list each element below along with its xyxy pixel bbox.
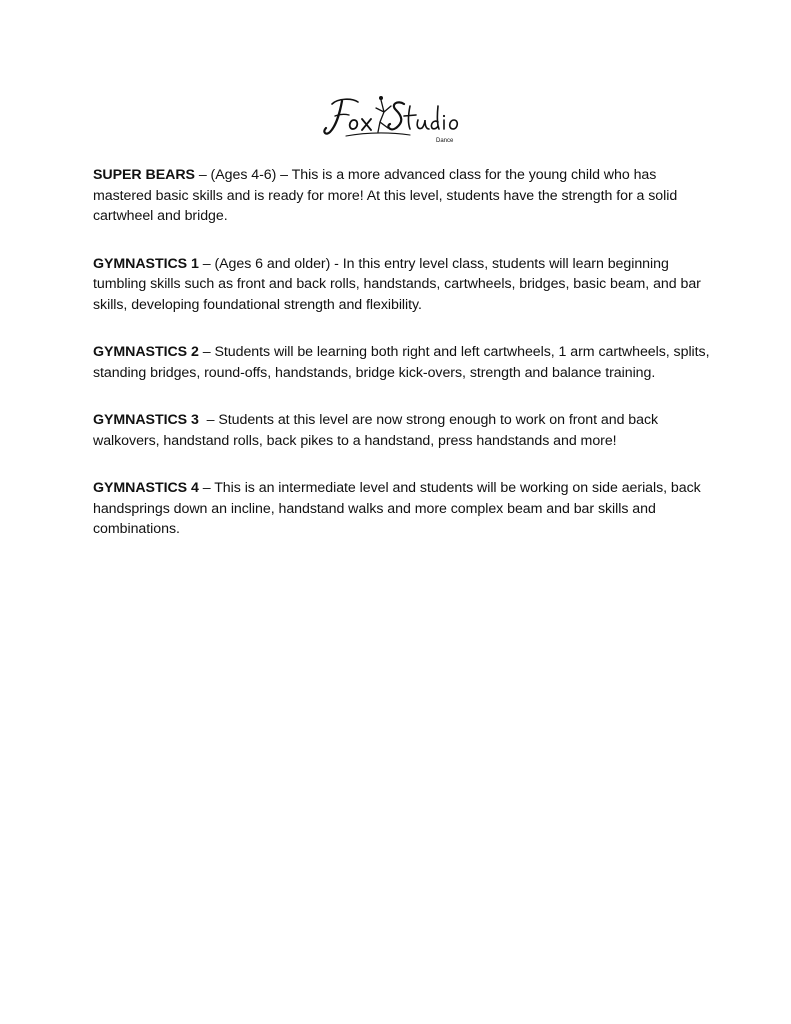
class-gymnastics-2 xyxy=(93,342,713,383)
class-description: – This is an intermediate level and students will be working on side aerials, back handsprings down an incline, handstand walks and more complex beam and bar skills and combinations. xyxy=(93,480,701,537)
class-name: GYMNASTICS 2 xyxy=(93,344,199,360)
class-name: SUPER BEARS xyxy=(93,167,195,183)
class-gymnastics-4 xyxy=(93,478,713,540)
fox-studio-logo xyxy=(318,92,468,152)
class-description: – Students will be learning both right and left cartwheels, 1 arm cartwheels, splits, standing bridges, round-offs, handstands, bridge kick-overs, strength and balance training. xyxy=(93,344,710,381)
class-description: – Students at this level are now strong enough to work on front and back walkovers, handstand rolls, back pikes to a handstand, press handstands and more! xyxy=(93,412,662,449)
class-description: – (Ages 4-6) – This is a more advanced class for the young child who has mastered basic skills and is ready for more! At this level, students have the strength for a solid cartwheel and bridge. xyxy=(93,167,678,224)
class-gymnastics-3 xyxy=(93,410,713,451)
class-descriptions xyxy=(93,165,713,567)
class-name: GYMNASTICS 4 xyxy=(93,480,199,496)
class-description: – (Ages 6 and older) - In this entry level class, students will learn beginning tumbling skills such as front and back rolls, handstands, cartwheels, bridges, basic beam, and bar skills, developing foundational strength and flexibility. xyxy=(93,255,701,313)
class-super-bears xyxy=(93,165,713,227)
class-name: GYMNASTICS 3 xyxy=(93,412,199,428)
svg-text:Dance: Dance xyxy=(436,138,454,144)
class-gymnastics-1 xyxy=(93,254,713,316)
class-name: GYMNASTICS 1 xyxy=(93,255,199,272)
